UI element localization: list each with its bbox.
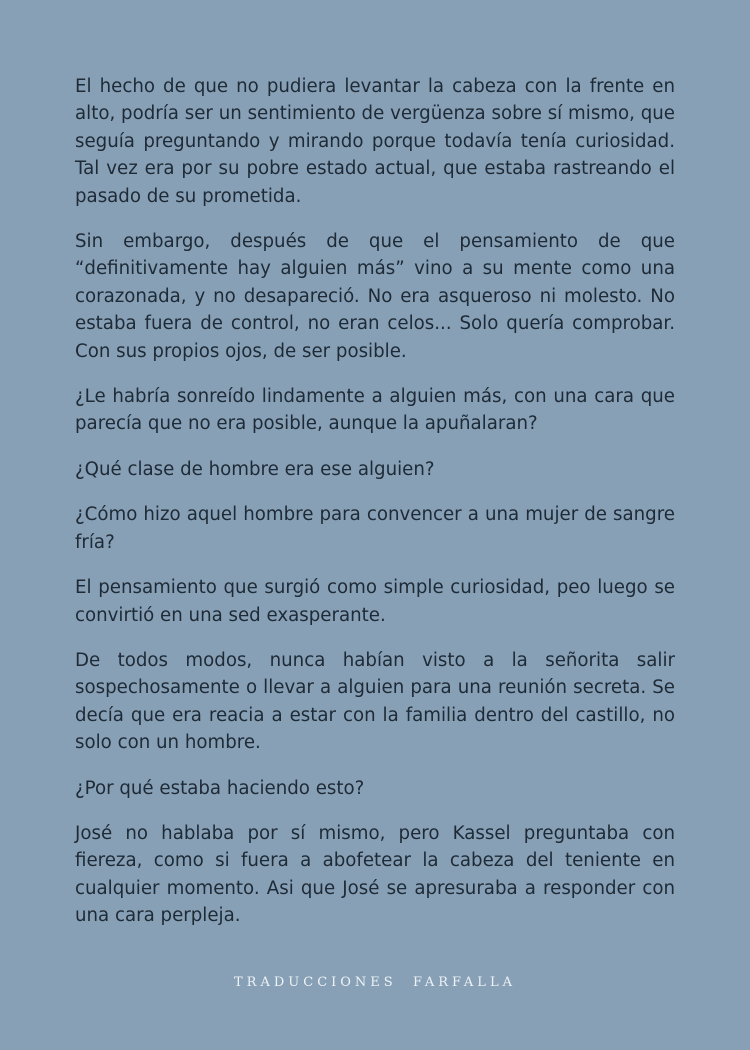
paragraph-9: José no hablaba por sí mismo, pero Kassel preguntaba con fiereza, como si fuera a abofetear la cabeza del teniente en cualquier momento. Asi que José se apresuraba a responder con una cara perpleja. bbox=[75, 822, 675, 927]
paragraph-1: El hecho de que no pudiera levantar la cabeza con la frente en alto, podría ser un sentimiento de vergüenza sobre sí mismo, que seguía preguntando y mirando porque todavía tenía curiosidad. Tal vez era por su pobre estado actual, que estaba rastreando el pasado de su prometida. bbox=[75, 76, 675, 207]
footer-credit: TRADUCCIONES FARFALLA bbox=[234, 975, 516, 990]
paragraph-5: ¿Cómo hizo aquel hombre para convencer a una mujer de sangre fría? bbox=[75, 504, 675, 553]
paragraph-2: Sin embargo, después de que el pensamiento de que “definitivamente hay alguien más” vino a su mente como una corazonada, y no desapareció. No era asqueroso ni molesto. No estaba fuera de control, no eran celos... Solo quería comprobar. Con sus propios ojos, de ser posible. bbox=[75, 231, 675, 362]
paragraph-3: ¿Le habría sonreído lindamente a alguien más, con una cara que parecía que no era posible, aunque la apuñalaran? bbox=[75, 386, 675, 435]
paragraph-4: ¿Qué clase de hombre era ese alguien? bbox=[75, 458, 435, 480]
text-column bbox=[75, 73, 675, 948]
paragraph-7: De todos modos, nunca habían visto a la señorita salir sospechosamente o llevar a alguien para una reunión secreta. Se decía que era reacia a estar con la familia dentro del castillo, no solo con un hombre. bbox=[75, 649, 675, 754]
paragraph-8: ¿Por qué estaba haciendo esto? bbox=[75, 777, 365, 799]
paragraph-6: El pensamiento que surgió como simple curiosidad, peo luego se convirtió en una sed exasperante. bbox=[75, 577, 675, 626]
